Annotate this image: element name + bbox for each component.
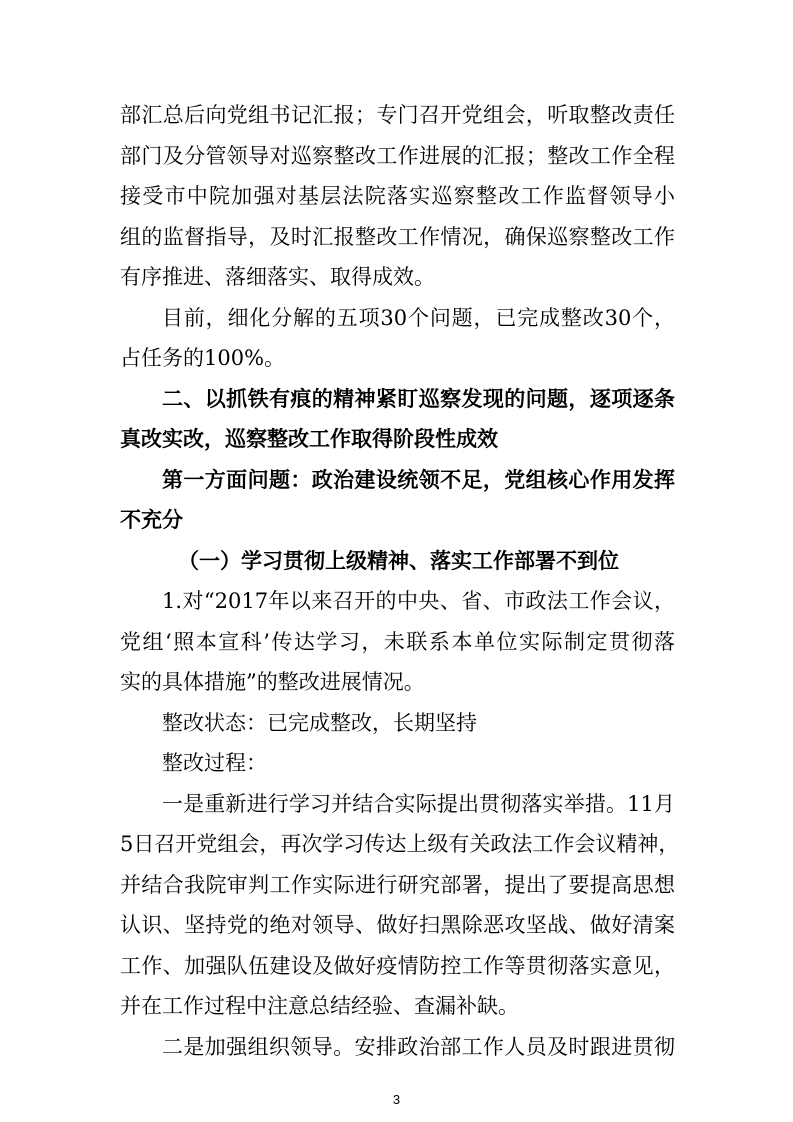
body-text-line: 一是重新进行学习并结合实际提出贯彻落实举措。11月 — [162, 791, 675, 816]
body-text-line: 实的具体措施”的整改进展情况。 — [120, 670, 425, 694]
process-label: 整改过程： — [162, 751, 267, 775]
body-text-line: 二是加强组织领导。安排政治部工作人员及时跟进贯彻 — [162, 1034, 675, 1059]
status-line: 整改状态：已完成整改，长期坚持 — [162, 710, 477, 735]
body-text-line: 有序推进、落细落实、取得成效。 — [120, 265, 435, 289]
issue-heading: 第一方面问题：政治建设统领不足，党组核心作用发挥 — [162, 466, 675, 492]
body-text-line: 1.对“2017年以来召开的中央、省、市政法工作会议， — [162, 589, 675, 613]
page-number: 3 — [392, 1092, 401, 1107]
body-text-line: 并在工作过程中注意总结经验、查漏补缺。 — [120, 994, 519, 1018]
body-text-line: 目前，细化分解的五项30个问题，已完成整改30个， — [162, 305, 675, 330]
issue-heading: 不充分 — [120, 507, 183, 532]
body-text-line: 党组‘照本宣科’传达学习，未联系本单位实际制定贯彻落 — [120, 629, 675, 654]
body-text-line: 部门及分管领导对巡察整改工作进展的汇报；整改工作全程 — [120, 143, 675, 168]
subsection-heading: （一）学习贯彻上级精神、落实工作部署不到位 — [178, 547, 619, 573]
body-text-line: 5日召开党组会，再次学习传达上级有关政法工作会议精神， — [120, 832, 680, 856]
body-text-line: 部汇总后向党组书记汇报；专门召开党组会，听取整改责任 — [120, 103, 675, 127]
body-text-line: 占任务的100%。 — [120, 346, 286, 370]
body-text-line: 组的监督指导，及时汇报整改工作情况，确保巡察整改工作 — [120, 224, 675, 249]
body-text-line: 并结合我院审判工作实际进行研究部署，提出了要提高思想 — [120, 872, 675, 897]
body-text-line: 认识、坚持党的绝对领导、做好扫黑除恶攻坚战、做好清案 — [120, 913, 675, 937]
body-text-line: 接受市中院加强对基层法院落实巡察整改工作监督领导小 — [120, 184, 675, 208]
section-heading: 二、以抓铁有痕的精神紧盯巡察发现的问题，逐项逐条 — [162, 385, 675, 411]
section-heading: 真改实改，巡察整改工作取得阶段性成效 — [120, 426, 498, 451]
body-text-line: 工作、加强队伍建设及做好疫情防控工作等贯彻落实意见， — [120, 953, 675, 978]
